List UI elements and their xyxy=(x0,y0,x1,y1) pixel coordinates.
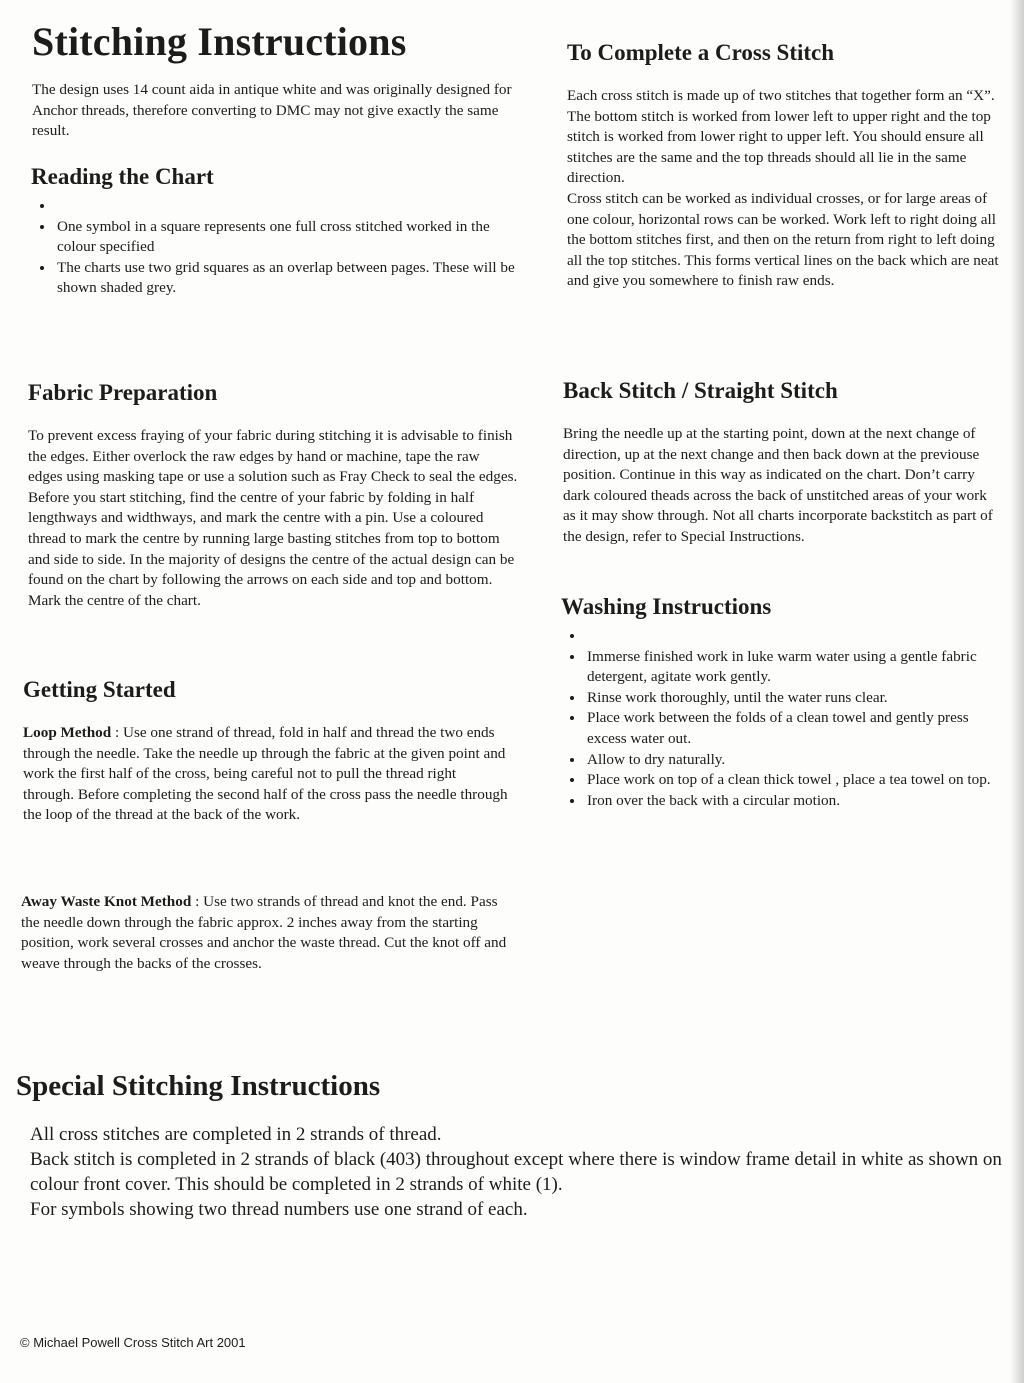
back-stitch-section xyxy=(563,378,1003,548)
washing-section xyxy=(561,594,1001,811)
list-item: • Place work on top of a clean thick towel , place a tea towel on top. xyxy=(585,770,1001,791)
cross-stitch-heading: To Complete a Cross Stitch xyxy=(567,40,835,65)
special-line-1: All cross stitches are completed in 2 strands of thread. xyxy=(30,1124,442,1145)
list-item: • The charts use two grid squares as an overlap between pages. These will be shown shaded grey. xyxy=(55,258,521,299)
cross-stitch-section xyxy=(567,40,1007,292)
special-body xyxy=(30,1122,1005,1222)
fabric-prep-section xyxy=(28,380,518,611)
back-stitch-paragraph: Bring the needle up at the starting point, down at the next change of direction, up at the next change and then back down at the previouse position. Continue in this way as indicated on the chart. Don’t carry dark coloured theads across the back of unstitched areas of your work as it may show through. Not all charts incorporate backstitch as part of the design, refer to Special Instructions. xyxy=(563,425,993,545)
back-stitch-heading: Back Stitch / Straight Stitch xyxy=(563,378,838,403)
loop-method-text: : Use one strand of thread, fold in half and thread the two ends through the needle. Take the needle up through the fabric at the given point and work the first half of the cross, being careful not to pull the thread right through. Before completing the second half of the cross pass the needle through the loop of the thread at the back of the work. xyxy=(23,724,508,824)
list-item: • Allow to dry naturally. xyxy=(585,750,1001,771)
fabric-prep-heading: Fabric Preparation xyxy=(28,380,218,405)
reading-chart-list xyxy=(31,196,521,299)
intro-paragraph: The design uses 14 count aida in antique white and was originally designed for Anchor threads, therefore converting to DMC may not give exactly the same result. xyxy=(32,81,512,140)
getting-started-heading: Getting Started xyxy=(23,677,176,702)
list-item: • Rinse work thoroughly, until the water runs clear. xyxy=(585,688,1001,709)
away-waste-knot-paragraph xyxy=(21,892,507,974)
list-item xyxy=(55,196,521,217)
special-heading: Special Stitching Instructions xyxy=(16,1070,381,1102)
copyright-footer: © Michael Powell Cross Stitch Art 2001 xyxy=(20,1335,246,1350)
away-waste-knot-text: : Use two strands of thread and knot the end. Pass the needle down through the fabric approx. 2 inches away from the starting position, work several crosses and anchor the waste thread. Cut the knot off and weave through the backs of the crosses. xyxy=(21,893,507,972)
washing-heading: Washing Instructions xyxy=(561,594,772,619)
loop-method-label: Loop Method xyxy=(23,724,112,741)
getting-started-section xyxy=(23,677,509,826)
reading-chart-section xyxy=(31,164,521,299)
reading-chart-heading: Reading the Chart xyxy=(31,164,214,189)
scan-edge-shadow xyxy=(1010,0,1024,1383)
list-item xyxy=(585,626,1001,647)
washing-list xyxy=(561,626,1001,811)
loop-method-paragraph xyxy=(23,723,509,826)
cross-stitch-paragraph-2: Cross stitch can be worked as individual crosses, or for large areas of one colour, horizontal rows can be worked. Work left to right doing all the bottom stitches first, and then on the return from right to left doing all the top stitches. This forms vertical lines on the back which are neat and give you somewhere to finish raw ends. xyxy=(567,189,999,290)
list-item: • Iron over the back with a circular motion. xyxy=(585,791,1001,812)
list-item: • Place work between the folds of a clean towel and gently press excess water out. xyxy=(585,708,1001,749)
cross-stitch-paragraph-1: Each cross stitch is made up of two stitches that together form an “X”. The bottom stitch is worked from lower left to upper right and the top stitch is worked from lower right to upper left. You should ensure all stitches are the same and the top threads should all lie in the same direction. xyxy=(567,87,995,187)
special-line-2: Back stitch is completed in 2 strands of black (403) throughout except where there is window frame detail in white as shown on colour front cover. This should be completed in 2 strands of white (1). xyxy=(30,1149,1002,1195)
page-title: Stitching Instructions xyxy=(32,19,407,64)
special-line-3: For symbols showing two thread numbers use one strand of each. xyxy=(30,1199,528,1220)
fabric-prep-paragraph-1: To prevent excess fraying of your fabric during stitching it is advisable to finish the edges. Either overlock the raw edges by hand or machine, tape the raw edges using masking tape or use a solution such as Fray Check to seal the edges. xyxy=(28,427,518,486)
fabric-prep-paragraph-2: Before you start stitching, find the centre of your fabric by folding in half lengthways and widthways, and mark the centre with a pin. Use a coloured thread to mark the centre by running large basting stitches from top to bottom and side to side. In the majority of designs the centre of the actual design can be found on the chart by following the arrows on each side and top and bottom. Mark the centre of the chart. xyxy=(28,488,515,609)
list-item: • Immerse finished work in luke warm water using a gentle fabric detergent, agitate work gently. xyxy=(585,647,1001,688)
list-item: • One symbol in a square represents one full cross stitched worked in the colour specified xyxy=(55,217,521,258)
away-waste-knot-label: Away Waste Knot Method xyxy=(21,893,192,910)
